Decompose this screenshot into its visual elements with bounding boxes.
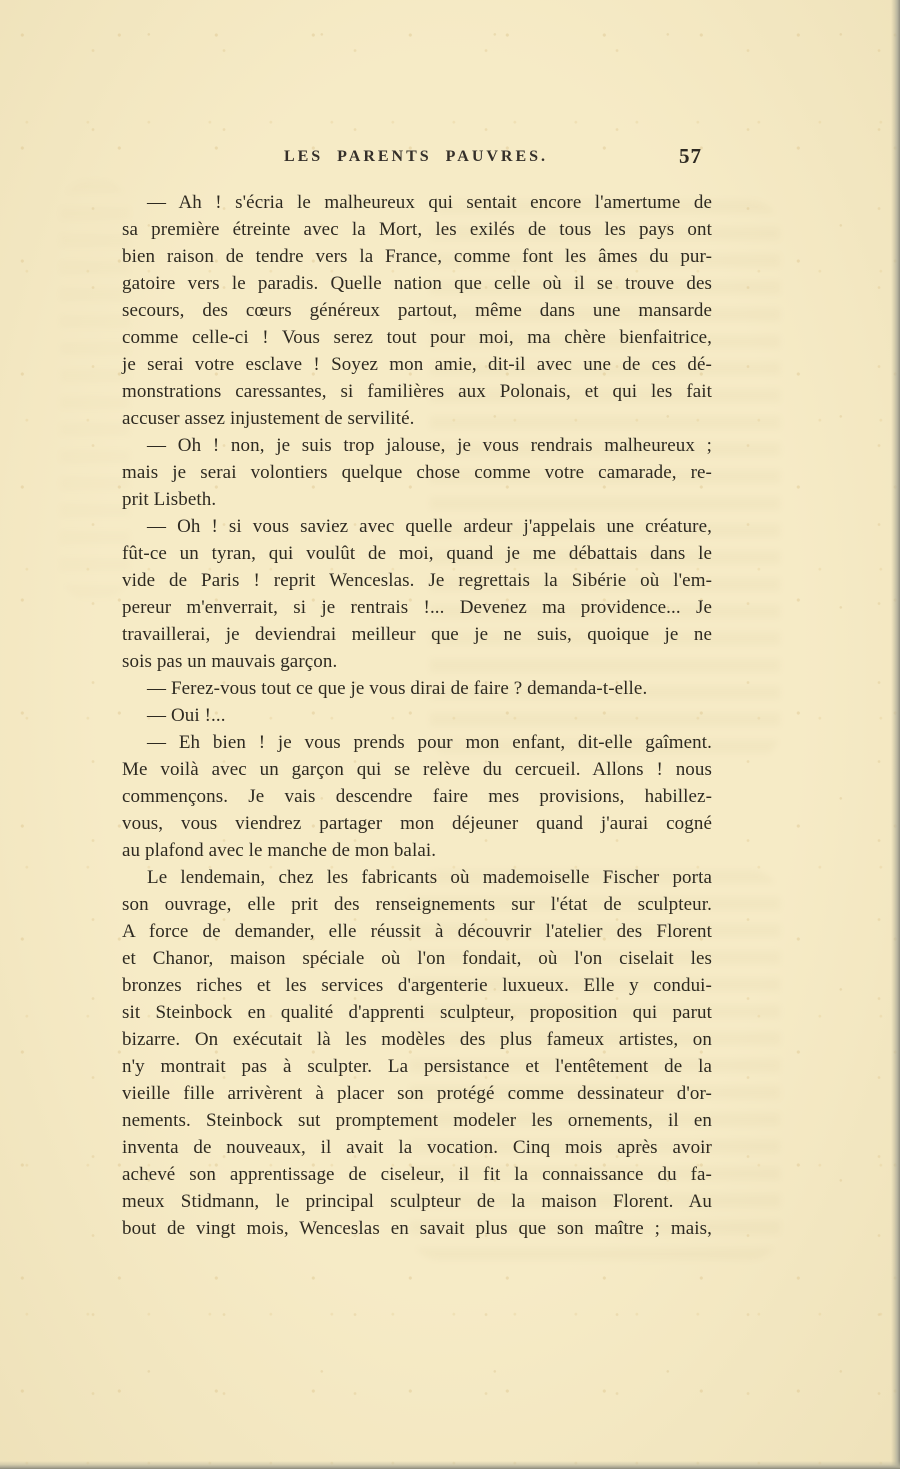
paragraph <box>122 729 712 864</box>
text-line: bizarre. On exécutait là les modèles des plus fameux artistes, on <box>122 1029 712 1050</box>
paragraph <box>122 432 712 513</box>
text-line: commençons. Je vais descendre faire mes provisions, habillez- <box>122 786 712 807</box>
page-number: 57 <box>679 144 702 168</box>
text-line: achevé son apprentissage de ciseleur, il fit la connaissance du fa- <box>122 1164 712 1185</box>
text-line: monstrations caressantes, si familières aux Polonais, et qui les fait <box>122 381 712 402</box>
text-line: son ouvrage, elle prit des renseignements sur l'état de sculpteur. <box>122 894 712 915</box>
text-line: — Oh ! non, je suis trop jalouse, je vous rendrais malheureux ; <box>147 435 712 456</box>
text-line: bronzes riches et les services d'argenterie luxueux. Elle y condui- <box>122 975 712 996</box>
text-line: Le lendemain, chez les fabricants où mademoiselle Fischer porta <box>147 867 712 888</box>
paragraph <box>122 513 712 675</box>
text-line: meux Stidmann, le principal sculpteur de la maison Florent. Au <box>122 1191 712 1212</box>
text-line: vide de Paris ! reprit Wenceslas. Je regrettais la Sibérie où l'em- <box>122 570 712 591</box>
text-line: secours, des cœurs généreux partout, même dans une mansarde <box>122 300 712 321</box>
text-line: sit Steinbock en qualité d'apprenti sculpteur, proposition qui parut <box>122 1002 712 1023</box>
text-line: comme celle-ci ! Vous serez tout pour moi, ma chère bienfaitrice, <box>122 327 712 348</box>
page-text <box>122 189 712 1242</box>
text-line: pereur m'enverrait, si je rentrais !... Devenez ma providence... Je <box>122 597 712 618</box>
text-line: travaillerai, je deviendrai meilleur que je ne suis, quoique je ne <box>122 624 712 645</box>
text-line: — Eh bien ! je vous prends pour mon enfant, dit-elle gaîment. <box>147 732 712 753</box>
paragraph <box>122 864 712 1242</box>
text-line: vous, vous viendrez partager mon déjeuner quand j'aurai cogné <box>122 813 712 834</box>
text-line: et Chanor, maison spéciale où l'on fondait, où l'on ciselait les <box>122 948 712 969</box>
text-line: prit Lisbeth. <box>122 489 217 510</box>
paragraph <box>122 675 712 702</box>
text-line: A force de demander, elle réussit à découvrir l'atelier des Florent <box>122 921 712 942</box>
text-line: mais je serai volontiers quelque chose comme votre camarade, re- <box>122 462 712 483</box>
running-header <box>122 146 710 176</box>
text-line: — Ah ! s'écria le malheureux qui sentait encore l'amertume de <box>147 192 712 213</box>
text-line: je serai votre esclave ! Soyez mon amie, dit-il avec une de ces dé- <box>122 354 712 375</box>
text-line: fût-ce un tyran, qui voulût de moi, quand je me débattais dans le <box>122 543 712 564</box>
text-line: gatoire vers le paradis. Quelle nation que celle où il se trouve des <box>122 273 712 294</box>
text-line: accuser assez injustement de servilité. <box>122 408 415 429</box>
text-line: sa première étreinte avec la Mort, les exilés de tous les pays ont <box>122 219 712 240</box>
text-line: — Oui !... <box>147 705 226 726</box>
text-line: bien raison de tendre vers la France, comme font les âmes du pur- <box>122 246 712 267</box>
page-edge-right <box>891 0 900 1469</box>
paragraph <box>122 702 712 729</box>
text-line: nements. Steinbock sut promptement modeler les ornements, il en <box>122 1110 712 1131</box>
text-line: au plafond avec le manche de mon balai. <box>122 840 437 861</box>
text-line: sois pas un mauvais garçon. <box>122 651 338 672</box>
text-line: — Oh ! si vous saviez avec quelle ardeur j'appelais une créature, <box>147 516 712 537</box>
text-line: bout de vingt mois, Wenceslas en savait plus que son maître ; mais, <box>122 1218 712 1239</box>
text-line: vieille fille arrivèrent à placer son protégé comme dessinateur d'or- <box>122 1083 712 1104</box>
text-line: inventa de nouveaux, il avait la vocation. Cinq mois après avoir <box>122 1137 712 1158</box>
text-line: — Ferez-vous tout ce que je vous dirai de faire ? demanda-t-elle. <box>147 678 648 699</box>
paragraph <box>122 189 712 432</box>
text-line: n'y montrait pas à sculpter. La persistance et l'entêtement de la <box>122 1056 712 1077</box>
running-title: LES PARENTS PAUVRES. <box>283 148 549 165</box>
page-edge-bottom <box>0 1461 900 1469</box>
text-line: Me voilà avec un garçon qui se relève du cercueil. Allons ! nous <box>122 759 712 780</box>
reverse-page-showthrough <box>60 180 130 600</box>
